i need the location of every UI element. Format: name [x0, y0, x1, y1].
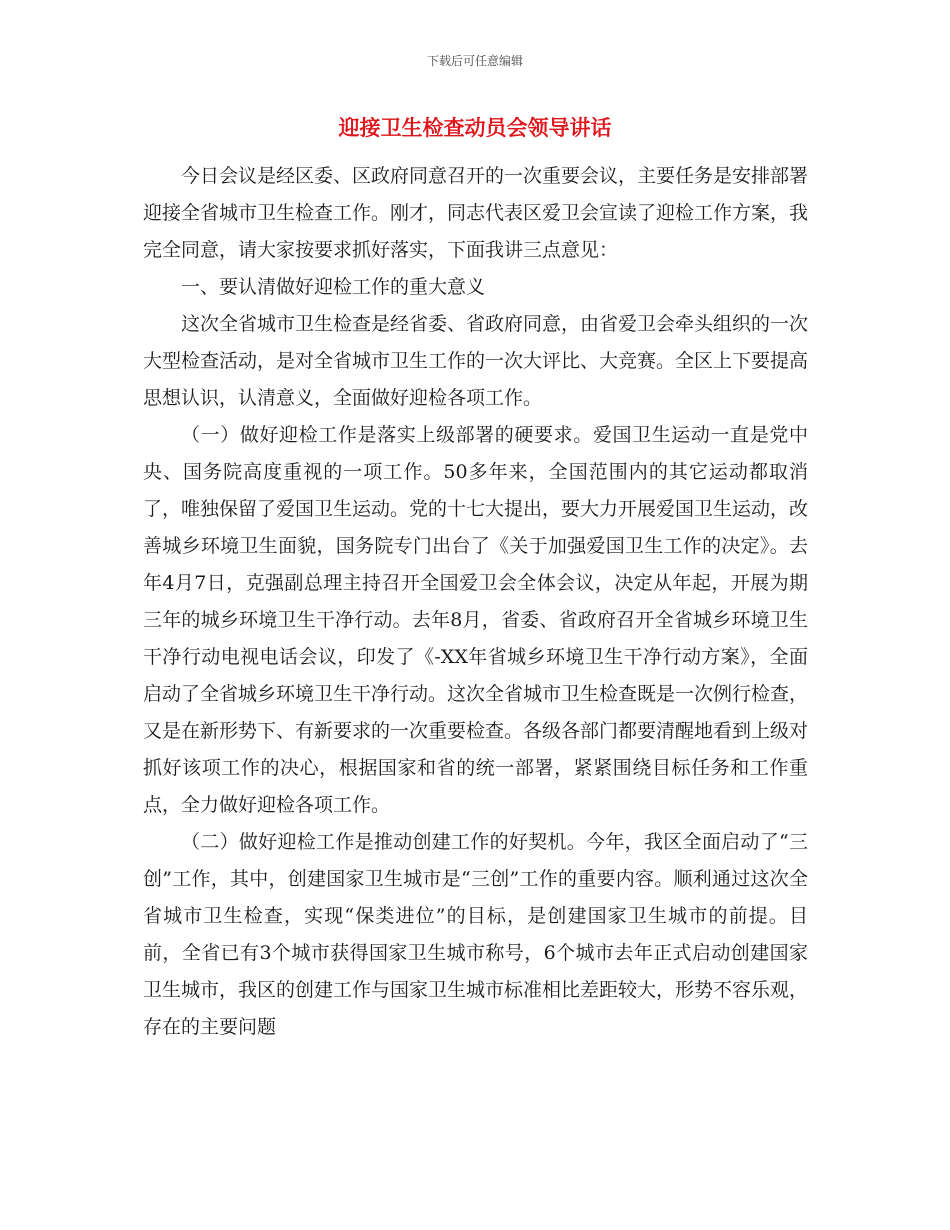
paragraph-significance: 这次全省城市卫生检查是经省委、省政府同意，由省爱卫会牵头组织的一次大型检查活动，是对全省城市卫生工作的一次大评比、大竞赛。全区上下要提高思想认识，认清意义，全面做好迎检各项工作。 — [143, 313, 809, 409]
page-header-note: 下载后可任意编辑 — [426, 54, 523, 68]
paragraph-intro: 今日会议是经区委、区政府同意召开的一次重要会议，主要任务是安排部署迎接全省城市卫生检查工作。刚才，同志代表区爱卫会宣读了迎检工作方案，我完全同意，请大家按要求抓好落实，下面我讲三点意见： — [143, 165, 809, 261]
paragraph-point-1: （一）做好迎检工作是落实上级部署的硬要求。爱国卫生运动一直是党中央、国务院高度重视的一项工作。50多年来，全国范围内的其它运动都取消了，唯独保留了爱国卫生运动。党的十七大提出，要大力开展爱国卫生运动，改善城乡环境卫生面貌，国务院专门出台了《关于加强爱国卫生工作的决定》。去年4月7日，克强副总理主持召开全国爱卫会全体会议，决定从年起，开展为期三年的城乡环境卫生干净行动。去年8月，省委、省政府召开全省城乡环境卫生干净行动电视电话会议，印发了《-XX年省城乡环境卫生干净行动方案》，全面启动了全省城乡环境卫生干净行动。这次全省城市卫生检查既是一次例行检查，又是在新形势下、有新要求的一次重要检查。各级各部门都要清醒地看到上级对抓好该项工作的决心，根据国家和省的统一部署，紧紧围绕目标任务和工作重点，全力做好迎检各项工作。 — [143, 424, 809, 816]
document-body — [143, 158, 808, 1046]
document-title: 迎接卫生检查动员会领导讲话 — [338, 116, 612, 140]
paragraph-point-2: （二）做好迎检工作是推动创建工作的好契机。今年，我区全面启动了“三创”工作，其中，创建国家卫生城市是“三创”工作的重要内容。顺利通过这次全省城市卫生检查，实现“保类进位”的目标，是创建国家卫生城市的前提。目前，全省已有3个城市获得国家卫生城市称号，6个城市去年正式启动创建国家卫生城市，我区的创建工作与国家卫生城市标准相比差距较大，形势不容乐观，存在的主要问题 — [143, 831, 809, 1038]
section-heading-1: 一、要认清做好迎检工作的重大意义 — [181, 276, 486, 298]
